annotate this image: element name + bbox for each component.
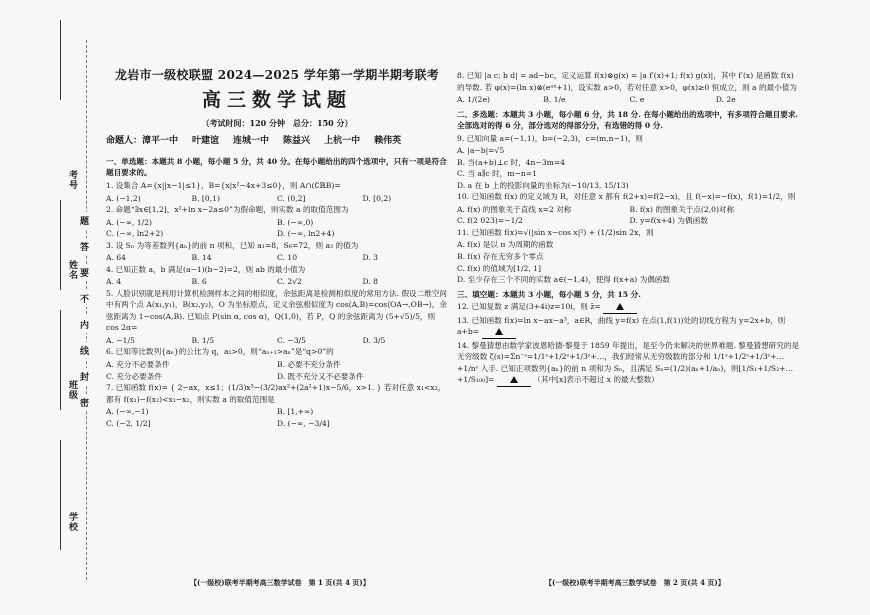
seal-line (86, 40, 87, 580)
setter: 陈益兴 (283, 136, 311, 147)
question-8: 8. 已知 |a c; b d| = ad−bc，定义运算 f(x)⊗g(x) = |a f′(x)+1; f(x) g(x)|，其中 f′(x) 是函数 f(x) 的导数. 若 φ(x)=(ln x)⊗(eᵃˣ+1)，设实数 a>0，若对任意 x>0，φ(x)≥0 恒成立，则 a 的最小值为 (457, 71, 797, 92)
options-3 (106, 252, 448, 264)
question-3: 3. 设 Sₙ 为等差数列{aₙ}的前 n 项和，已知 a₁=8，S₆=72，则 a₃ 的值为 (106, 240, 359, 250)
option: D. 3 (362, 253, 378, 263)
seal-char: 题 (80, 212, 89, 229)
options-5 (106, 335, 448, 347)
question-5: 5. 人脸识别就是利用计算机检测样本之间的相似度，余弦距离是检测相似度的常用方法. 假设二维空间中有两个点 A(x₁,y₁)，B(x₂,y₂)，O 为坐标原点，定义余弦相似度为 cos(A,B)=cos⟨OA→,OB→⟩，余弦距离为 1−cos(A,B). 已知点 P(sin α, cos α)，Q(1,0)，若 P，Q 的余弦距离为 (5+√5)/5，则 cos 2α= (106, 288, 448, 333)
option: B. 6 (191, 277, 207, 287)
option: C. 当 a∥c 时，m−n=1 (457, 169, 537, 179)
seal-char: 封 (80, 368, 89, 385)
exam-no-line (60, 20, 61, 100)
option: B. 必要不充分条件 (277, 359, 341, 369)
class-label: 班级 (67, 380, 77, 400)
setters-row (106, 135, 448, 149)
exam-title-main: 高三数学试题 (201, 89, 352, 112)
option: C. f(2 023)=−1/2 (457, 216, 523, 226)
option: B. 14 (191, 253, 212, 263)
section-heading: 三、填空题：本题共 3 小题，每小题 5 分，共 15 分. (457, 289, 641, 299)
option: A. (−∞, 1/2) (106, 217, 152, 227)
question-text: 12. 已知复数 z 满足(3+4i)z=10i，则 z̄= (457, 302, 601, 312)
question-10: 10. 已知函数 f(x) 的定义域为 R，对任意 x 都有 f(2+x)=f(2−x)，且 f(−x)=−f(x)，f(1)=1/2，则 (457, 192, 796, 202)
option: C. 2√2 (277, 277, 302, 287)
options-1 (106, 193, 448, 205)
option: C. 10 (277, 253, 298, 263)
options-11 (457, 239, 802, 285)
options-8 (457, 94, 802, 106)
option: A. −1/5 (106, 335, 135, 345)
question-13 (457, 315, 802, 339)
triangle-icon (495, 328, 503, 335)
option: C. f(x) 的值域为[1/2, 1] (457, 263, 541, 273)
exam-title-line1: 龙岩市一级校联盟 2024—2025 学年第一学期半期考联考 (114, 68, 440, 82)
option: B. [1,+∞) (277, 407, 314, 417)
option: C. (−∞, ln2+2) (106, 229, 164, 239)
right-column (457, 70, 802, 388)
question-4: 4. 已知正数 a，b 满足(a−1)(b−2)=2，则 ab 的最小值为 (106, 264, 306, 274)
seal-char: 答 (80, 238, 89, 255)
option: D. [0,2) (362, 193, 392, 203)
setter: 赖伟英 (374, 136, 402, 147)
page-footer-2: 【(一级校)联考半期考高三数学试卷 第 2 页(共 4 页)】 (545, 578, 725, 587)
option: D. 既不充分又不必要条件 (277, 371, 364, 381)
question-note: （其中[x]表示不超过 x 的最大整数） (533, 375, 659, 385)
answer-blank[interactable] (497, 374, 531, 387)
option: D. 3/5 (362, 335, 386, 345)
option: B. f(x) 存在无穷多个零点 (457, 251, 544, 261)
option: B. (−∞,0) (277, 217, 314, 227)
option: D. a 在 b 上的投影向量的坐标为(−10/13, 15/13) (457, 180, 629, 190)
option: A. (−1,2) (106, 193, 141, 203)
option: A. f(x) 的图象关于直线 x=2 对称 (457, 204, 572, 214)
option: C. 充分必要条件 (106, 371, 162, 381)
seal-char: 不 (80, 290, 89, 307)
options-9 (457, 145, 802, 191)
question-9: 9. 已知向量 a=(−1,1)，b=(−2,3)，c=(m,n−1)，则 (457, 133, 643, 143)
option: D. 8 (362, 277, 378, 287)
page-footer-1: 【(一级校)联考半期考高三数学试卷 第 1 页(共 4 页)】 (190, 578, 370, 587)
question-2: 2. 命题“∃x∈[1,2]，x²+ln x−2a≤0”为假命题，则实数 a 的取值范围为 (106, 205, 349, 215)
option: A. (−∞,−1) (106, 407, 149, 417)
name-line (60, 200, 61, 290)
setter: 上杭一中 (324, 136, 361, 147)
option: B. f(x) 的图象关于点(2,0)对称 (629, 204, 735, 214)
option: D. (−∞, ln2+4) (277, 229, 335, 239)
option: C. −3/5 (277, 335, 306, 345)
question-text: 14. 黎曼猜想由数学家波恩哈德·黎曼于 1859 年提出，是至今仍未解决的世界难题. 黎曼猜想研究的是无穷级数 ζ(s)=Σn⁻ˢ=1/1ˢ+1/2ˢ+1/3ˢ+…，我们经常从无穷级数的部分和 1/1ˢ+1/2ˢ+1/3ˢ+…+1/nˢ 入手. 已知正项数列{aₙ}的前 n 项和为 Sₙ，且满足 Sₙ=(1/2)(aₙ+1/aₙ)，则[1/S₁+1/S₂+…+1/S₁₀₀]= (457, 340, 800, 385)
seal-char: 密 (80, 394, 89, 411)
setter: 连城一中 (233, 136, 270, 147)
school-line (60, 440, 61, 550)
triangle-icon (510, 376, 518, 383)
exam-info: （考试时间：120 分钟 总分：150 分） (201, 118, 353, 129)
option: D. 2e (715, 95, 736, 105)
name-label: 姓名 (67, 260, 77, 280)
option: B. 1/5 (191, 335, 215, 345)
option: D. y=f(x+4) 为偶函数 (629, 216, 708, 226)
option: A. 4 (106, 277, 122, 287)
binding-margin (0, 0, 100, 615)
setter: 命题人：漳平一中 (106, 136, 179, 147)
options-4 (106, 276, 448, 288)
question-6: 6. 已知等比数列{aₙ}的公比为 q，a₁>0，则“aₙ₊₁>aₙ”是“q>0”的 (106, 347, 334, 357)
question-12 (457, 301, 802, 314)
question-text: 13. 已知函数 f(x)=ln x−ax−a³，a∈R，曲线 y=f(x) 在点(1,f(1))处的切线方程为 y=2x+b，则 a+b= (457, 315, 786, 337)
question-1: 1. 设集合 A={x||x−1|≤1}，B={x|x²−4x+3≤0}，则 A∩(∁ℝB)= (106, 181, 341, 190)
option: A. 充分不必要条件 (106, 359, 170, 369)
option: A. 64 (106, 253, 126, 263)
option: C. (0,2] (277, 193, 306, 203)
seal-char: 要 (80, 264, 89, 281)
section-heading: 二、多选题：本题共 3 小题，每小题 6 分，共 18 分. 在每小题给出的选项中，有多项符合题目要求. 全部选对的得 6 分，部分选对的得部分分，有选错的得 0 分. (457, 109, 799, 131)
class-line (60, 310, 61, 410)
option: A. |a−b|=√5 (457, 146, 505, 156)
options-7 (106, 406, 448, 429)
options-10 (457, 204, 802, 227)
answer-blank[interactable] (603, 301, 637, 314)
option: B. [0,1) (191, 193, 220, 203)
option: C. e (629, 95, 645, 105)
option: D. 至少存在三个不同的实数 a∈(−1,4)，使得 f(x+a) 为偶函数 (457, 275, 670, 285)
option: B. 当(a+b)⊥c 时，4n−3m=4 (457, 157, 565, 167)
setter: 叶建谊 (192, 136, 220, 147)
option: B. 1/e (543, 95, 566, 105)
question-14 (457, 340, 802, 387)
options-6 (106, 359, 448, 382)
left-column (106, 66, 448, 429)
school-label: 学校 (67, 512, 77, 532)
option: D. (−∞, −3/4] (277, 418, 330, 428)
seal-char: 内 (80, 316, 89, 333)
options-2 (106, 217, 448, 240)
answer-blank[interactable] (482, 326, 516, 339)
question-7: 7. 已知函数 f(x)= { 2−ax，x≤1；(1/3)x³−(3/2)ax²+(2a²+1)x−5/6，x>1. } 若对任意 x₁<x₂，都有 f(x₁)−f(x₂)<x₁−x₂，则实数 a 的取值范围是 (106, 383, 446, 404)
option: A. 1/(2e) (457, 95, 490, 105)
question-11: 11. 已知函数 f(x)=√(|sin x−cos x|²) + (1/2)sin 2x，则 (457, 227, 654, 237)
seal-char: 线 (80, 342, 89, 359)
option: C. (−2, 1/2] (106, 418, 151, 428)
section-heading: 一、单选题：本题共 8 小题，每小题 5 分，共 40 分。在每小题给出的四个选项中，只有一项是符合题目要求的。 (106, 156, 447, 178)
option: A. f(x) 是以 π 为周期的函数 (457, 240, 554, 250)
exam-no-label: 考号 (67, 170, 77, 190)
triangle-icon (616, 303, 624, 310)
